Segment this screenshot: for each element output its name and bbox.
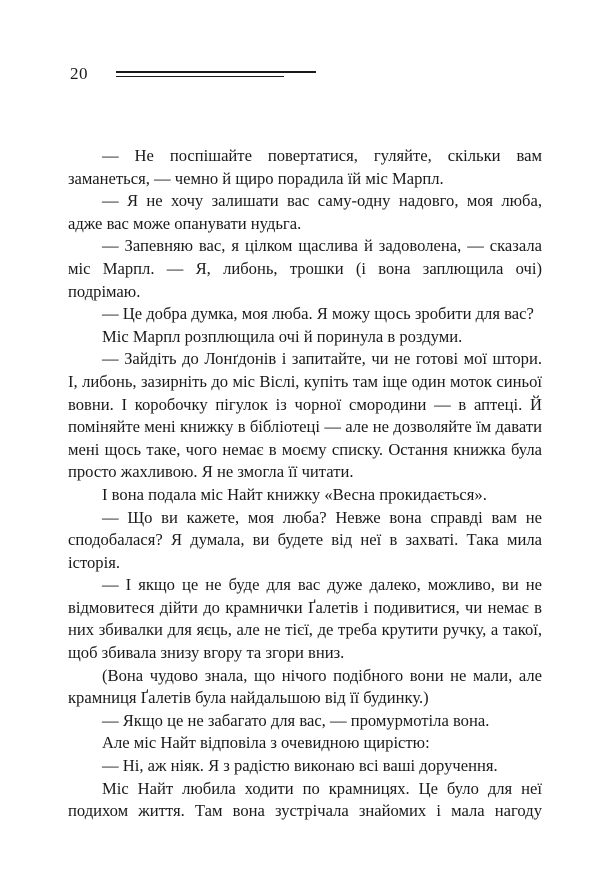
paragraph: — Запевняю вас, я цілком щаслива й задоволена, — сказала міс Марпл. — Я, либонь, трошки (і вона заплющила очі) подрімаю.	[68, 236, 542, 301]
paragraph: (Вона чудово знала, що нічого подібного вони не мали, але крамниця Ґалетів була найдальшою від її будинку.)	[68, 665, 542, 708]
paragraph: Але міс Найт відповіла з очевидною щирістю:	[102, 733, 430, 753]
paragraph: — І якщо це не буде для вас дуже далеко, можливо, ви не відмовитеся дійти до крамнички Ґалетів і подивитися, чи немає в них збивалки для яєць, але не тієї, де треба крутити ручку, а такої, щоб збивала знизу вгору та згори вниз.	[68, 575, 542, 663]
paragraph: — Я не хочу залишати вас саму-одну надовго, моя люба, адже вас може опанувати нудьга.	[68, 191, 542, 233]
paragraph: — Якщо це не забагато для вас, — промурмотіла вона.	[102, 710, 490, 730]
running-header	[70, 62, 330, 86]
page-number: 20	[70, 64, 88, 83]
paragraph: — Це добра думка, моя люба. Я можу щось зробити для вас?	[102, 304, 534, 324]
header-rule-thick	[116, 71, 316, 73]
body-text	[68, 145, 542, 823]
paragraph: — Що ви кажете, моя люба? Невже вона справді вам не сподобалася? Я думала, ви будете від неї в захваті. Така мила історія.	[68, 507, 542, 572]
paragraph: — Ні, аж ніяк. Я з радістю виконаю всі ваші доручення.	[102, 756, 498, 776]
paragraph: І вона подала міс Найт книжку «Весна прокидається».	[102, 484, 487, 504]
paragraph: — Не поспішайте повертатися, гуляйте, скільки вам заманеться, — чемно й щиро порадила їй міс Марпл.	[68, 146, 542, 188]
paragraph: Міс Марпл розплющила очі й поринула в роздуми.	[102, 326, 463, 346]
paragraph: — Зайдіть до Лонґдонів і запитайте, чи не готові мої штори. І, либонь, зазирніть до міс Віслі, купіть там іще один моток синьої вовни. І коробочку пігулок із чорної смородини — в аптеці. Й поміняйте мені книжку в бібліотеці — але не дозволяйте їм давати мені щось таке, чого немає в моєму списку. Остання книжка була просто жахливою. Я не змогла її читати.	[68, 349, 542, 482]
header-rule-thin	[116, 76, 284, 77]
paragraph: Міс Найт любила ходити по крамницях. Це було для неї подихом життя. Там вона зустрічала знайомих і мала нагоду	[68, 778, 542, 821]
